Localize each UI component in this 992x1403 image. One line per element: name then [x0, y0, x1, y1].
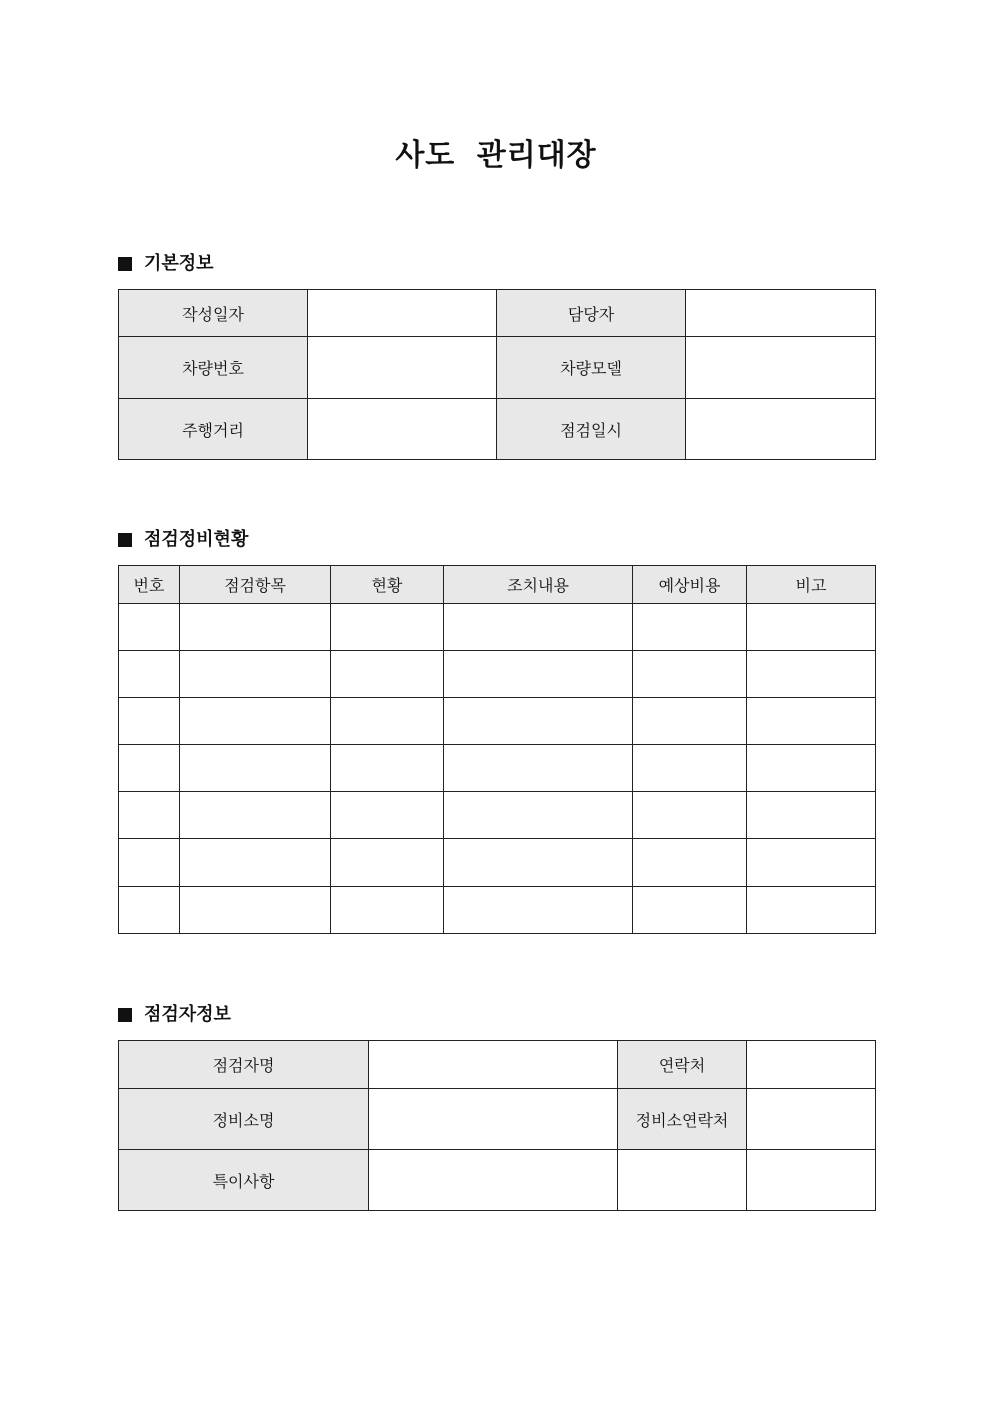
table-row: [119, 792, 876, 839]
inspector-heading: [118, 1003, 231, 1027]
cost-cell[interactable]: [633, 887, 747, 934]
table-row: [119, 745, 876, 792]
basic-info-value-field[interactable]: [308, 399, 497, 460]
cost-cell[interactable]: [633, 745, 747, 792]
inspector-table: [118, 1040, 876, 1211]
column-header: 번호: [119, 566, 180, 604]
basic-info-row: [119, 399, 876, 460]
status-cell[interactable]: [331, 604, 444, 651]
number-cell[interactable]: [119, 604, 180, 651]
table-row: [119, 887, 876, 934]
inspection-item-cell[interactable]: [180, 792, 331, 839]
action-cell[interactable]: [444, 792, 633, 839]
table-row: [119, 698, 876, 745]
action-cell[interactable]: [444, 604, 633, 651]
basic-info-table: [118, 289, 876, 460]
number-cell[interactable]: [119, 745, 180, 792]
inspection-header-row: [119, 566, 876, 604]
remarks-cell[interactable]: [747, 651, 876, 698]
number-cell[interactable]: [119, 839, 180, 887]
basic-info-row: [119, 290, 876, 337]
basic-info-value-field[interactable]: [686, 399, 876, 460]
cost-cell[interactable]: [633, 651, 747, 698]
inspector-heading-text: 점검자정보: [144, 1004, 231, 1025]
table-row: [119, 651, 876, 698]
table-row: [119, 604, 876, 651]
status-cell[interactable]: [331, 887, 444, 934]
cost-cell[interactable]: [633, 839, 747, 887]
remarks-cell[interactable]: [747, 745, 876, 792]
inspection-item-cell[interactable]: [180, 839, 331, 887]
basic-info-value-field[interactable]: [686, 290, 876, 337]
status-cell[interactable]: [331, 839, 444, 887]
basic-info-label: 차량번호: [119, 337, 308, 399]
document-title: 사도 관리대장: [395, 138, 597, 173]
inspector-label: 정비소명: [119, 1089, 369, 1150]
remarks-cell[interactable]: [747, 792, 876, 839]
action-cell[interactable]: [444, 887, 633, 934]
status-cell[interactable]: [331, 698, 444, 745]
basic-info-label: 담당자: [497, 290, 686, 337]
basic-info-value-field[interactable]: [308, 290, 497, 337]
remarks-cell[interactable]: [747, 839, 876, 887]
basic-info-label: 주행거리: [119, 399, 308, 460]
inspector-value-field[interactable]: [747, 1089, 876, 1150]
column-header: 점검항목: [180, 566, 331, 604]
inspector-label: 특이사항: [119, 1150, 369, 1211]
basic-info-row: [119, 337, 876, 399]
inspector-row: [119, 1041, 876, 1089]
status-cell[interactable]: [331, 792, 444, 839]
number-cell[interactable]: [119, 651, 180, 698]
status-cell[interactable]: [331, 651, 444, 698]
square-bullet-icon: [118, 257, 132, 271]
inspection-item-cell[interactable]: [180, 604, 331, 651]
column-header: 예상비용: [633, 566, 747, 604]
inspector-value-field[interactable]: [618, 1150, 747, 1211]
basic-info-heading-text: 기본정보: [144, 253, 214, 274]
basic-info-label: 점검일시: [497, 399, 686, 460]
number-cell[interactable]: [119, 887, 180, 934]
inspection-heading-text: 점검정비현황: [144, 529, 249, 550]
cost-cell[interactable]: [633, 604, 747, 651]
inspection-heading: [118, 528, 248, 552]
action-cell[interactable]: [444, 745, 633, 792]
inspection-item-cell[interactable]: [180, 887, 331, 934]
cost-cell[interactable]: [633, 698, 747, 745]
basic-info-value-field[interactable]: [308, 337, 497, 399]
number-cell[interactable]: [119, 792, 180, 839]
basic-info-label: 작성일자: [119, 290, 308, 337]
action-cell[interactable]: [444, 839, 633, 887]
inspector-label: 점검자명: [119, 1041, 369, 1089]
column-header: 비고: [747, 566, 876, 604]
remarks-cell[interactable]: [747, 887, 876, 934]
inspector-row: [119, 1089, 876, 1150]
inspector-label: 정비소연락처: [618, 1089, 747, 1150]
column-header: 현황: [331, 566, 444, 604]
column-header: 조치내용: [444, 566, 633, 604]
square-bullet-icon: [118, 533, 132, 547]
inspector-value-field[interactable]: [747, 1150, 876, 1211]
inspection-table: [118, 565, 876, 934]
inspector-value-field[interactable]: [369, 1041, 618, 1089]
inspection-item-cell[interactable]: [180, 651, 331, 698]
basic-info-heading: [118, 252, 214, 276]
inspector-label: 연락처: [618, 1041, 747, 1089]
number-cell[interactable]: [119, 698, 180, 745]
table-row: [119, 839, 876, 887]
inspector-value-field[interactable]: [747, 1041, 876, 1089]
inspection-item-cell[interactable]: [180, 698, 331, 745]
status-cell[interactable]: [331, 745, 444, 792]
inspector-value-field[interactable]: [369, 1089, 618, 1150]
action-cell[interactable]: [444, 651, 633, 698]
inspection-item-cell[interactable]: [180, 745, 331, 792]
inspector-value-field[interactable]: [369, 1150, 618, 1211]
remarks-cell[interactable]: [747, 604, 876, 651]
basic-info-value-field[interactable]: [686, 337, 876, 399]
basic-info-label: 차량모델: [497, 337, 686, 399]
action-cell[interactable]: [444, 698, 633, 745]
cost-cell[interactable]: [633, 792, 747, 839]
square-bullet-icon: [118, 1008, 132, 1022]
inspector-row: [119, 1150, 876, 1211]
remarks-cell[interactable]: [747, 698, 876, 745]
